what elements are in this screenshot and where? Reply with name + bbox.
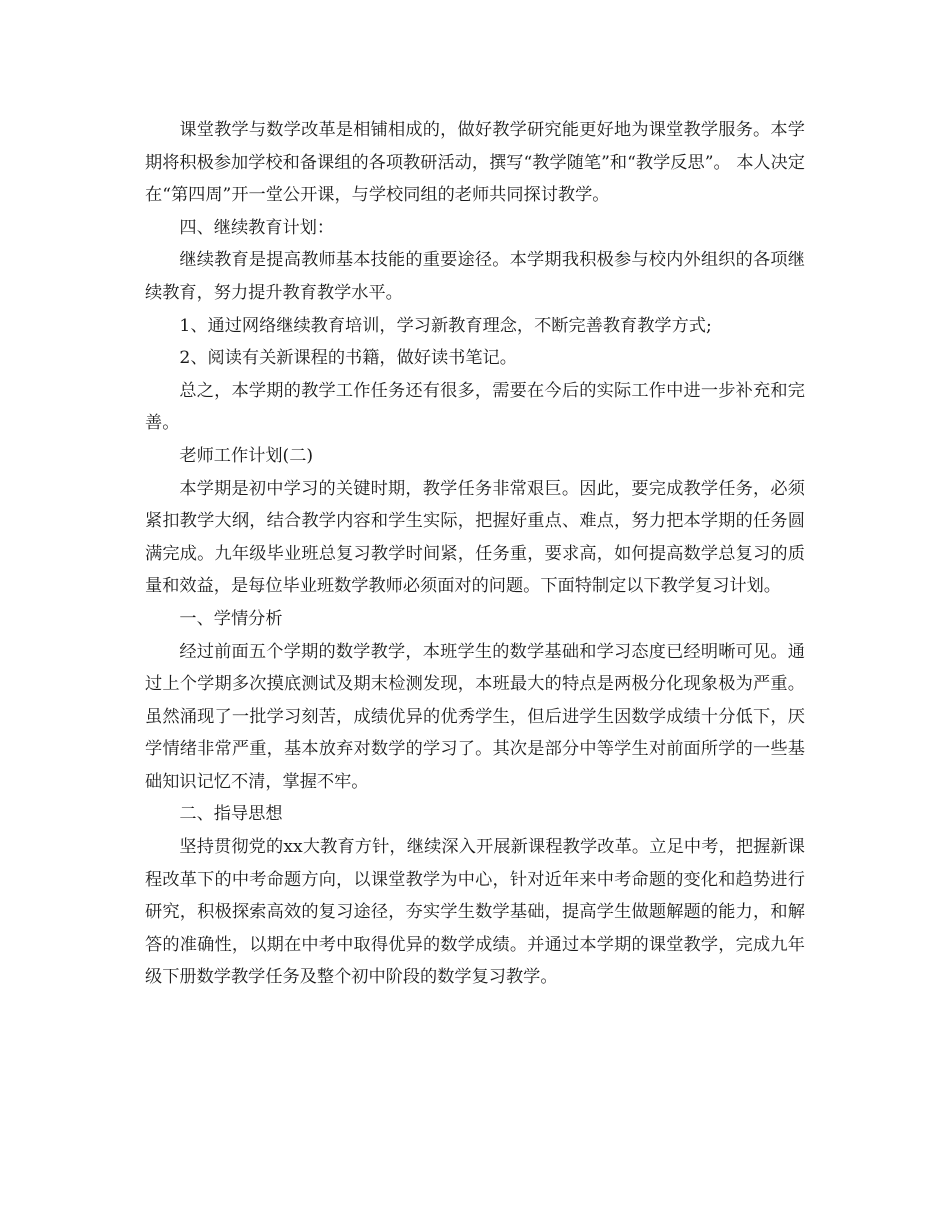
heading-student-analysis: 一、学情分析	[179, 608, 283, 629]
list-item-reading-notes: 2、阅读有关新课程的书籍，做好读书笔记。	[179, 348, 517, 369]
paragraph-semester-overview: 本学期是初中学习的关键时期，教学任务非常艰巨。因此，要完成教学任务，必须紧扣教学大纲，结合教学内容和学生实际，把握好重点、难点，努力把本学期的任务圆满完成。九年级毕业班总复习教学时间紧，任务重，要求高，如何提高数学总复习的质量和效益，是每位毕业班数学教师必须面对的问题。下面特制定以下教学复习计划。	[145, 478, 805, 597]
paragraph-guiding-ideology: 坚持贯彻党的xx大教育方针，继续深入开展新课程教学改革。立足中考，把握新课程改革下的中考命题方向，以课堂教学为中心，针对近年来中考命题的变化和趋势进行研究，积极探索高效的复习途径，夯实学生数学基础，提高学生做题解题的能力，和解答的准确性，以期在中考中取得优异的数学成绩。并通过本学期的课堂教学，完成九年级下册数学教学任务及整个初中阶段的数学复习教学。	[145, 837, 805, 988]
paragraph-teaching-research: 课堂教学与数学改革是相铺相成的，做好教学研究能更好地为课堂教学服务。本学期将积极参加学校和备课组的各项教研活动，撰写“教学随笔”和“教学反思”。 本人决定在“第四周”开一堂公开课，与学校同组的老师共同探讨教学。	[145, 120, 805, 206]
paragraph-summary: 总之，本学期的教学工作任务还有很多，需要在今后的实际工作中进一步补充和完善。	[145, 380, 805, 434]
list-item-online-training: 1、通过网络继续教育培训，学习新教育理念，不断完善教育教学方式;	[179, 315, 712, 336]
paragraph-continuing-education: 继续教育是提高教师基本技能的重要途径。本学期我积极参与校内外组织的各项继续教育，努力提升教育教学水平。	[145, 250, 805, 303]
paragraph-student-analysis: 经过前面五个学期的数学教学，本班学生的数学基础和学习态度已经明晰可见。通过上个学期多次摸底测试及期末检测发现，本班最大的特点是两极分化现象极为严重。虽然涌现了一批学习刻苦，成绩优异的优秀学生，但后进学生因数学成绩十分低下，厌学情绪非常严重，基本放弃对数学的学习了。其次是部分中等学生对前面所学的一些基础知识记忆不清，掌握不牢。	[145, 641, 805, 792]
section-title-plan-two: 老师工作计划(二)	[179, 445, 314, 466]
heading-continuing-education: 四、继续教育计划：	[179, 217, 335, 238]
document-body	[145, 114, 805, 994]
heading-guiding-ideology: 二、指导思想	[179, 804, 283, 825]
